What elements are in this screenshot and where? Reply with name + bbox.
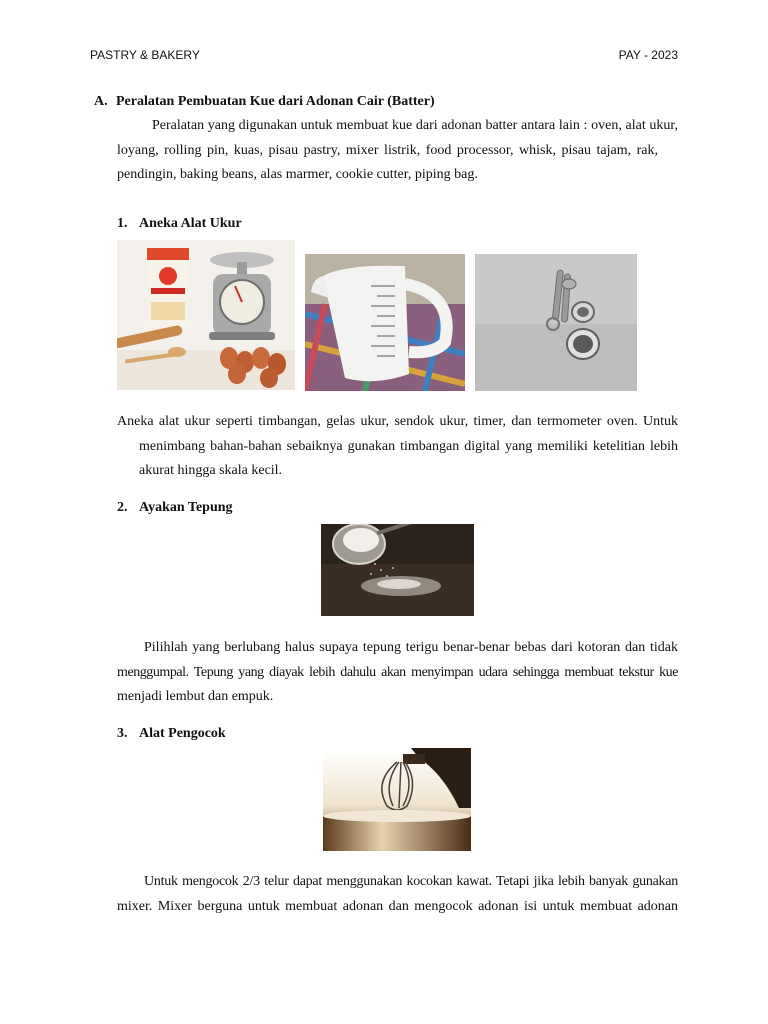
header-left: PASTRY & BAKERY	[90, 48, 200, 62]
flour-sieve-photo	[321, 524, 474, 616]
item-1-number: 1.	[117, 216, 128, 231]
item-1-line-1: Aneka alat ukur seperti timbangan, gelas ukur, sendok ukur, timer, dan termometer oven. Untuk	[117, 414, 678, 429]
section-number: A.	[94, 94, 108, 109]
measuring-cup-photo	[305, 254, 465, 391]
item-2-title: Ayakan Tepung	[139, 500, 233, 515]
scale-flour-eggs-photo	[117, 240, 295, 390]
intro-paragraph	[117, 118, 678, 190]
item-1-line-3: akurat hingga skala kecil.	[139, 463, 283, 478]
intro-line-2: loyang, rolling pin, kuas, pisau pastry, mixer listrik, food processor, whisk, pisau tajam, rak,	[117, 143, 658, 158]
header-right: PAY - 2023	[618, 48, 678, 62]
item-3-title: Alat Pengocok	[139, 726, 226, 741]
item-1-heading	[117, 216, 242, 232]
measuring-spoons-photo	[475, 254, 637, 391]
item-2-line-2: menggumpal. Tepung yang diayak lebih dahulu akan menyimpan udara sehingga membuat tekstur kue	[117, 665, 678, 680]
section-title	[94, 94, 435, 110]
section-title-text: Peralatan Pembuatan Kue dari Adonan Cair (Batter)	[116, 94, 435, 109]
item-2-number: 2.	[117, 500, 128, 515]
item-3-number: 3.	[117, 726, 128, 741]
item-2-line-1: Pilihlah yang berlubang halus supaya tepung terigu benar-benar bebas dari kotoran dan tidak	[144, 640, 678, 655]
item-2-heading	[117, 500, 233, 516]
intro-line-3: pendingin, baking beans, alas marmer, cookie cutter, piping bag.	[117, 167, 478, 182]
item-3-line-2: mixer. Mixer berguna untuk membuat adonan dan mengocok adonan isi untuk membuat adonan	[117, 899, 678, 914]
mixer-whisk-photo	[323, 748, 471, 851]
page-header	[90, 48, 678, 64]
item-1-title: Aneka Alat Ukur	[139, 216, 242, 231]
item-2-paragraph	[117, 640, 678, 712]
item-1-paragraph	[117, 414, 678, 486]
item-3-heading	[117, 726, 226, 742]
item-2-line-3: menjadi lembut dan empuk.	[117, 689, 274, 704]
item-1-line-2: menimbang bahan-bahan sebaiknya gunakan timbangan digital yang memiliki ketelitian lebih	[139, 439, 678, 454]
intro-line-1: Peralatan yang digunakan untuk membuat kue dari adonan batter antara lain : oven, alat ukur,	[152, 118, 678, 133]
item-3-paragraph	[117, 874, 678, 922]
item-3-line-1: Untuk mengocok 2/3 telur dapat menggunakan kocokan kawat. Tetapi jika lebih banyak gunakan	[144, 874, 678, 889]
